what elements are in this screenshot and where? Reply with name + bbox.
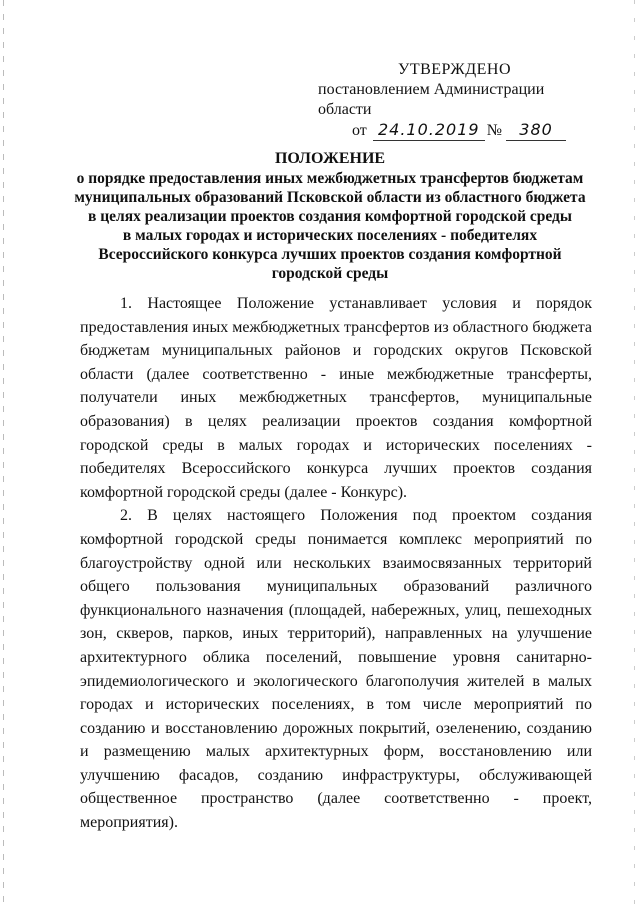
heading-line: о порядке предоставления иных межбюджетных трансфертов бюджетам — [76, 170, 584, 187]
document-body — [80, 292, 592, 835]
heading-line: в целях реализации проектов создания комфортной городской среды — [87, 208, 573, 225]
scan-edge-left — [3, 0, 4, 905]
heading-line: городской среды — [271, 265, 389, 282]
approval-title: УТВЕРЖДЕНО — [398, 61, 512, 78]
approval-stamp-block — [300, 60, 600, 141]
approval-number-handwritten: 380 — [506, 120, 566, 141]
scan-edge-right — [634, 0, 635, 905]
heading-line: муниципальных образований Псковской области из областного бюджета — [74, 189, 586, 206]
document-heading — [60, 149, 600, 283]
paragraph-2: 2. В целях настоящего Положения под проектом создания комфортной городской среды понимается комплекс мероприятий по благоустройству одной или нескольких взаимосвязанных территорий общего пользования муниципальных образований различного функционального назначения (площадей, набережных, улиц, пешеходных зон, скверов, парков, иных территорий), направленных на улучшение архитектурного облика поселений, повышение уровня санитарно-эпидемиологического и экологического благополучия жителей в малых городах и исторических поселениях, в том числе мероприятий по созданию и восстановлению дорожных покрытий, озеленению, созданию и размещению малых архитектурных форм, восстановлению или улучшению фасадов, созданию инфраструктуры, обслуживающей общественное пространство (далее соответственно - проект, мероприятия). — [80, 507, 592, 832]
approval-number-sign: № — [486, 122, 503, 139]
approval-date-line — [300, 120, 600, 141]
approval-from-label: от — [352, 122, 367, 139]
heading-line: в малых городах и исторических поселениях - победителях — [122, 227, 538, 244]
paragraph-1: 1. Настоящее Положение устанавливает условия и порядок предоставления иных межбюджетных трансфертов из областного бюджета бюджетам муниципальных районов и городских округов Псковской области (далее соответственно - иные межбюджетные трансферты, получатели иных межбюджетных трансфертов, муниципальные образования) в целях реализации проектов создания комфортной городской среды в малых городах и исторических поселениях - победителях Всероссийского конкурса лучших проектов создания комфортной городской среды (далее - Конкурс). — [80, 295, 592, 501]
document-title: ПОЛОЖЕНИЕ — [274, 150, 386, 167]
approval-date-handwritten: 24.10.2019 — [373, 120, 485, 141]
heading-line: Всероссийского конкурса лучших проектов создания комфортной — [98, 246, 562, 263]
approval-by: постановлением Администрации области — [318, 81, 545, 118]
